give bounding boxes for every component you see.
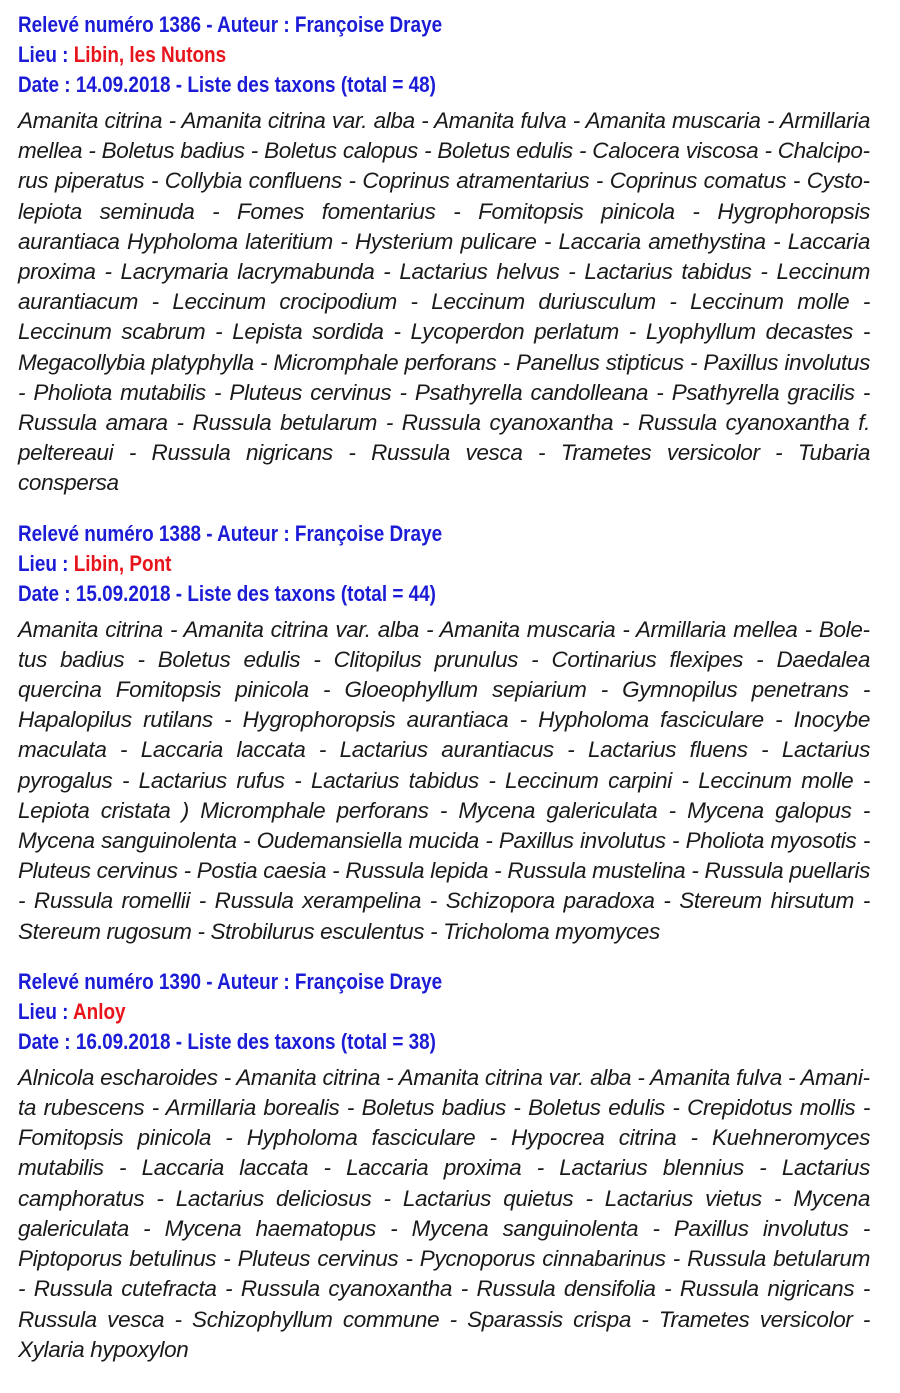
location-value: Libin, les Nutons <box>73 42 227 67</box>
record-1390 <box>18 967 870 1365</box>
taxa-list: Amanita citrina - Amanita citrina var. alba - Amanita muscaria - Armillaria mellea - Boletus badius - Boletus edulis - Clitopilus prunulus - Cortinarius flexipes - Daedalea quercina Fomitopsis pinicola - Gloeophyllum sepiarium - Gymnopilus penetrans - Hapalopilus rutilans - Hygrophoropsis aurantiaca - Hypholoma fasciculare - Inocybe maculata - Laccaria laccata - Lactarius aurantiacus - Lactarius fluens - Lactarius pyrogalus - Lactarius rufus - Lactarius tabidus - Leccinum carpini - Leccinum molle - Lepiota cristata ) Micromphale perforans - Mycena galericulata - Mycena galopus - Mycena sanguinolenta - Oudemansiella mucida - Paxillus involutus - Pholiota myosotis - Pluteus cervinus - Postia caesia - Russula lepida - Russula mustelina - Russula puellaris - Russula romellii - Russula xerampelina - Schizopora paradoxa - Stereum hirsutum - Stereum rugosum - Strobilurus esculentus - Tricholoma myomyces <box>18 616 870 944</box>
record-header: Relevé numéro 1388 - Auteur : Françoise Draye <box>18 520 443 546</box>
record-location <box>18 40 751 70</box>
record-header: Relevé numéro 1390 - Auteur : Françoise Draye <box>18 968 443 994</box>
location-label: Lieu : <box>18 42 74 67</box>
record-date-line: Date : 14.09.2018 - Liste des taxons (total = 48) <box>18 72 436 97</box>
record-1386 <box>18 10 870 499</box>
taxa-list: Alnicola escharoides - Amanita citrina - Amanita citrina var. alba - Amanita fulva - Amanita rubescens - Armillaria borealis - Boletus badius - Boletus edulis - Crepidotus mollis - Fomitopsis pinicola - Hypholoma fasciculare - Hypocrea citrina - Kuehneromyces mutabilis - Laccaria laccata - Laccaria proxima - Lactarius blennius - Lactarius camphoratus - Lactarius deliciosus - Lactarius quietus - Lactarius vietus - Mycena galericulata - Mycena haematopus - Mycena sanguinolenta - Paxillus involutus - Piptoporus betulinus - Pluteus cervinus - Pycnoporus cinnabarinus - Russula betularum - Russula cutefracta - Russula cyanoxantha - Russula densifolia - Russula nigricans - Russula vesca - Schizophyllum commune - Sparassis crispa - Trametes versicolor - Xylaria hypoxylon <box>18 1064 870 1362</box>
record-header: Relevé numéro 1386 - Auteur : Françoise Draye <box>18 12 443 37</box>
location-value: Libin, Pont <box>73 550 172 576</box>
document-page <box>18 10 870 1385</box>
location-label: Lieu : <box>18 550 74 576</box>
taxa-list: Amanita citrina - Amanita citrina var. alba - Amanita fulva - Amanita muscaria - Armillaria mellea - Boletus badius - Boletus calopus - Boletus edulis - Calocera viscosa - Chalciporus piperatus - Collybia confluens - Coprinus atramentarius - Coprinus comatus - Cystolepiota seminuda - Fomes fomentarius - Fomitopsis pinicola - Hygrophoropsis aurantiaca Hypholoma lateritium - Hysterium pulicare - Laccaria amethystina - Laccaria proxima - Lacrymaria lacrymabunda - Lactarius helvus - Lactarius tabidus - Leccinum aurantiacum - Leccinum crocipodium - Leccinum duriusculum - Leccinum molle - Leccinum scabrum - Lepista sordida - Lycoperdon perlatum - Lyophyllum decastes - Megacollybia platyphylla - Micromphale perforans - Panellus stipticus - Paxillus involutus - Pholiota mutabilis - Pluteus cervinus - Psathyrella candolleana - Psathyrella gracilis - Russula amara - Russula betularum - Russula cyanoxantha - Russula cyanoxantha f. peltereaui - Russula nigricans - Russula vesca - Trametes versicolor - Tubaria conspersa <box>18 108 870 496</box>
record-location <box>18 997 751 1027</box>
record-1388 <box>18 519 870 947</box>
location-label: Lieu : <box>18 998 74 1024</box>
record-date-line: Date : 15.09.2018 - Liste des taxons (total = 44) <box>18 580 436 606</box>
location-value: Anloy <box>73 998 126 1024</box>
record-location <box>18 549 751 579</box>
record-date-line: Date : 16.09.2018 - Liste des taxons (total = 38) <box>18 1028 436 1054</box>
